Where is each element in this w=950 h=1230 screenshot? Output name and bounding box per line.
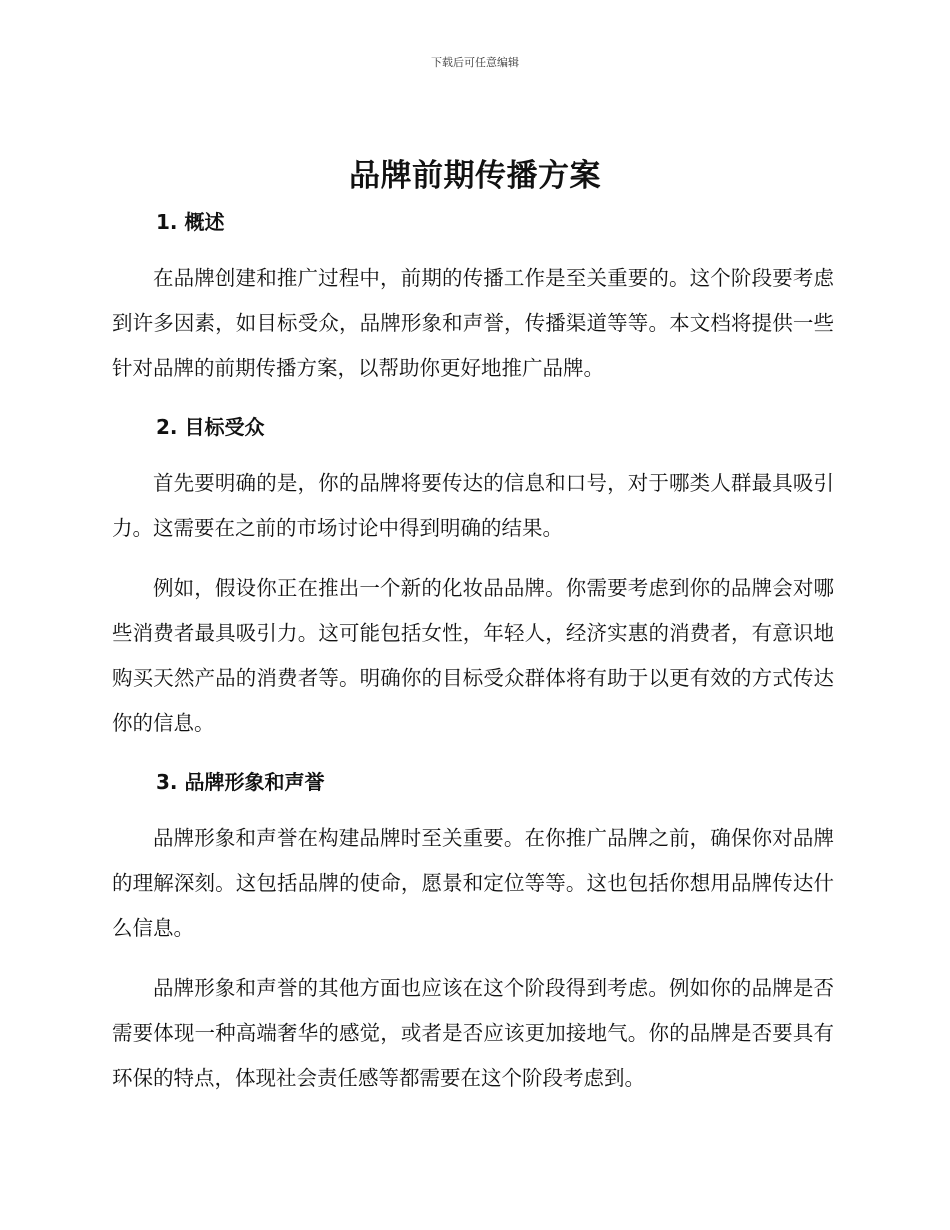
section-heading-overview: 1. 概述: [156, 210, 225, 234]
section-heading-brand-image: 3. 品牌形象和声誉: [156, 770, 325, 794]
paragraph: 例如，假设你正在推出一个新的化妆品品牌。你需要考虑到你的品牌会对哪些消费者最具吸引力。这可能包括女性，年轻人，经济实惠的消费者，有意识地购买天然产品的消费者等。明确你的目标受众群体将有助于以更有效的方式传达你的信息。: [112, 576, 834, 735]
page-title: 品牌前期传播方案: [349, 158, 601, 194]
paragraph: 首先要明确的是，你的品牌将要传达的信息和口号，对于哪类人群最具吸引力。这需要在之前的市场讨论中得到明确的结果。: [112, 471, 834, 540]
document-body: [112, 202, 834, 1101]
paragraph: 在品牌创建和推广过程中，前期的传播工作是至关重要的。这个阶段要考虑到许多因素，如目标受众，品牌形象和声誉，传播渠道等等。本文档将提供一些针对品牌的前期传播方案，以帮助你更好地推广品牌。: [112, 266, 834, 380]
paragraph: 品牌形象和声誉的其他方面也应该在这个阶段得到考虑。例如你的品牌是否需要体现一种高端奢华的感觉，或者是否应该更加接地气。你的品牌是否要具有环保的特点，体现社会责任感等都需要在这个阶段考虑到。: [112, 976, 834, 1090]
header-note: 下载后可任意编辑: [431, 56, 519, 69]
section-heading-target-audience: 2. 目标受众: [156, 415, 265, 439]
paragraph: 品牌形象和声誉在构建品牌时至关重要。在你推广品牌之前，确保你对品牌的理解深刻。这包括品牌的使命，愿景和定位等等。这也包括你想用品牌传达什么信息。: [112, 826, 834, 940]
